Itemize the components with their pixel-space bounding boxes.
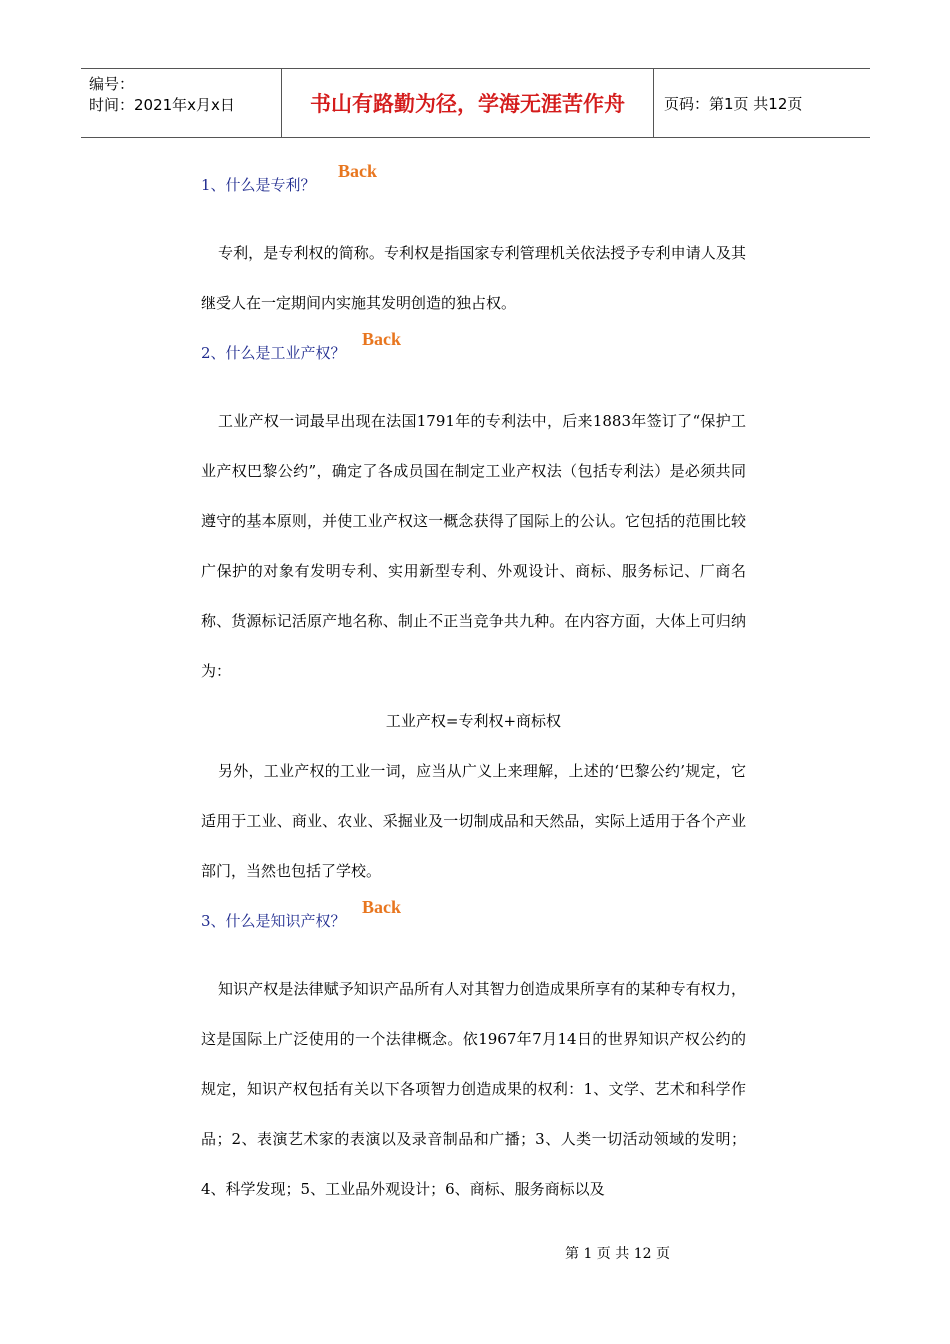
back-link[interactable]: Back — [338, 161, 378, 181]
section-heading-industrial-property — [201, 328, 746, 378]
paragraph: 另外，工业产权的工业一词，应当从广义上来理解，上述的‘巴黎公约’规定，它适用于工业、商业、农业、采掘业及一切制成品和天然品，实际上适用于各个产业部门，当然也包括了学校。 — [201, 762, 746, 880]
paragraph: 知识产权是法律赋予知识产品所有人对其智力创造成果所享有的某种专有权力，这是国际上广泛使用的一个法律概念。依1967年7月14日的世界知识产权公约的规定，知识产权包括有关以下各项智力创造成果的权利：1、文学、艺术和科学作品；2、表演艺术家的表演以及录音制品和广播；3、人类一切活动领域的发明；4、科学发现；5、工业品外观设计；6、商标、服务商标以及 — [201, 980, 746, 1198]
heading-text: 2、什么是工业产权？ — [201, 344, 346, 362]
back-link[interactable]: Back — [362, 897, 402, 917]
heading-text: 1、什么是专利？ — [201, 176, 316, 194]
section-heading-intellectual-property — [201, 896, 746, 946]
back-link[interactable]: Back — [362, 329, 402, 349]
footer-page-number: 第 1 页 共 12 页 — [565, 1246, 670, 1262]
section-heading-patent — [201, 160, 746, 210]
header-motto-cell — [281, 69, 654, 137]
motto: 书山有路勤为径，学海无涯苦作舟 — [310, 92, 625, 116]
paragraph: 专利，是专利权的简称。专利权是指国家专利管理机关依法授予专利申请人及其继受人在一定期间内实施其发明创造的独占权。 — [201, 244, 746, 312]
header-table — [81, 68, 870, 138]
heading-text: 3、什么是知识产权？ — [201, 912, 346, 930]
paragraph: 工业产权一词最早出现在法国1791年的专利法中，后来1883年签订了“保护工业产权巴黎公约”，确定了各成员国在制定工业产权法（包括专利法）是必须共同遵守的基本原则，并使工业产权这一概念获得了国际上的公认。它包括的范围比较广保护的对象有发明专利、实用新型专利、外观设计、商标、服务标记、厂商名称、货源标记活原产地名称、制止不正当竞争共九种。在内容方面，大体上可归纳为： — [201, 412, 746, 680]
document-body — [201, 160, 746, 1214]
header-page-cell — [654, 69, 870, 137]
page-info: 页码：第1页 共12页 — [664, 94, 803, 113]
formula: 工业产权=专利权+商标权 — [385, 712, 562, 730]
header-left-cell — [81, 69, 281, 137]
serial-label: 编号： — [89, 75, 135, 93]
date-label: 时间：2021年x月x日 — [89, 96, 235, 114]
